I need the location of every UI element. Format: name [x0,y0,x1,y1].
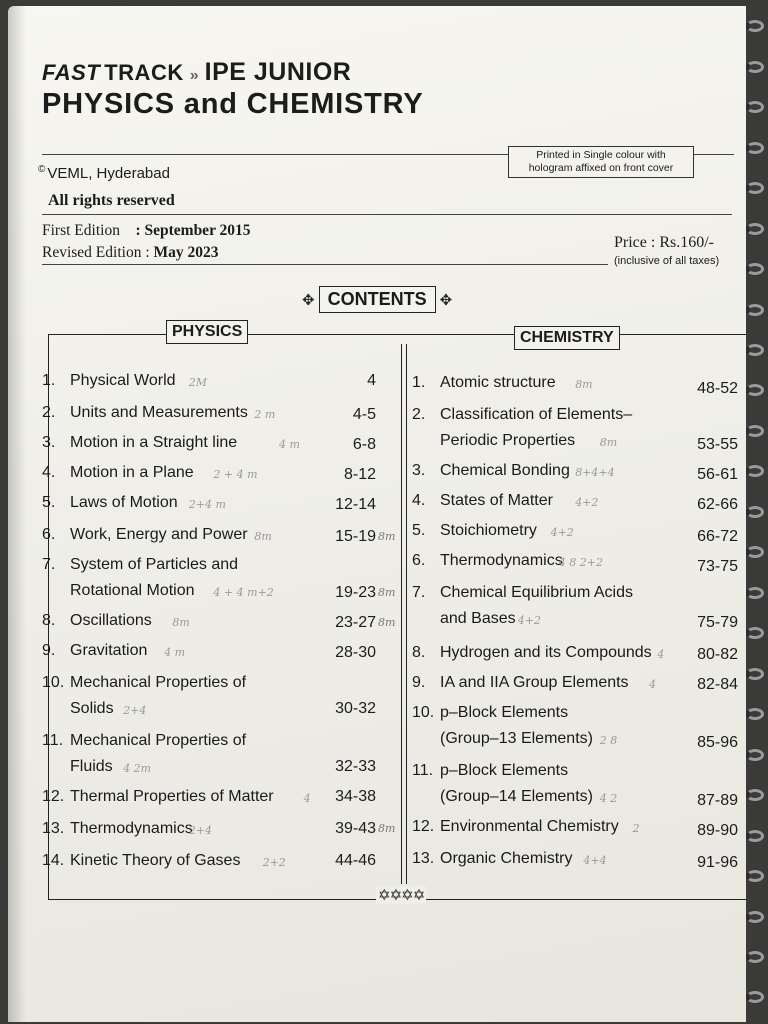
chemistry-item-pages: 82-84 [697,676,738,693]
chemistry-item-number: 12. [412,818,435,835]
physics-item-handwritten-note: 2M [188,376,208,389]
physics-item-number: 1. [42,372,56,389]
physics-item-pages: 15-19 [335,528,376,545]
chemistry-item-title-cont: and Bases [440,610,516,627]
physics-item-pages: 39-43 [335,820,376,837]
chemistry-item-pages: 62-66 [697,496,738,513]
rights-reserved: All rights reserved [48,192,175,209]
physics-item-title-cont: Rotational Motion [70,582,195,599]
chemistry-item-handwritten-note: 2 8 [599,734,618,747]
chemistry-item-number: 8. [412,644,426,661]
chemistry-item-title-cont: (Group–13 Elements) [440,730,593,747]
chemistry-item-handwritten-note: 4 [657,648,665,661]
chemistry-item-title-cont: (Group–14 Elements) [440,788,593,805]
chemistry-item-title: Chemical Bonding [440,462,570,479]
chemistry-item-title: IA and IIA Group Elements [440,674,629,691]
book-page [8,6,746,1022]
physics-item-handwritten-note: 8m [172,616,190,629]
physics-item-pages: 19-23 [335,584,376,601]
divider [42,264,608,265]
physics-item-pages: 8-12 [343,466,376,483]
physics-item-handwritten-note: 2+4 m [188,498,226,511]
chemistry-item-pages: 87-89 [697,792,738,809]
physics-item-title: Mechanical Properties of [70,732,247,749]
chemistry-item-title: p–Block Elements [440,704,569,721]
chemistry-item-title: Stoichiometry [440,522,537,539]
chemistry-item-handwritten-note: 4+2 [575,496,599,509]
chemistry-item-handwritten-note: 4 8 2+2 [558,556,604,569]
physics-item-handwritten-note: 2+4 [188,824,213,837]
chemistry-item-title-cont: Periodic Properties [440,432,576,449]
chemistry-item-handwritten-note: 2 [632,822,640,835]
chemistry-item-pages: 85-96 [697,734,738,751]
ring-icon [746,223,764,235]
ring-icon [746,587,764,599]
brand-track: TRACK [104,60,184,85]
ring-icon [746,546,764,558]
revised-edition-label: Revised Edition : [42,244,150,261]
physics-item-pages: 34-38 [335,788,376,805]
chemistry-item-title: Environmental Chemistry [440,818,619,835]
chemistry-item-number: 6. [412,552,426,569]
physics-item-number: 7. [42,556,56,573]
chemistry-item-handwritten-note: 8+4+4 [575,466,615,479]
chemistry-item-title: Classification of Elements– [440,406,633,423]
end-ornament-icon: ✡✡✡✡ [378,887,425,904]
physics-item-title: Oscillations [70,612,152,629]
copyright-icon: © [38,164,46,175]
brand-ipe-junior: IPE JUNIOR [204,58,352,86]
spiral-binding [740,0,768,1024]
ring-icon [746,789,764,801]
chemistry-item-number: 1. [412,374,426,391]
physics-item-handwritten-note: 8m [254,530,272,543]
chemistry-item-handwritten-note: 4+2 [550,526,574,539]
first-edition-value: : September 2015 [135,222,251,239]
book-header [42,58,702,121]
ring-icon [746,506,764,518]
chemistry-item-pages: 66-72 [697,528,738,545]
ring-icon [746,384,764,396]
ring-icon [746,911,764,923]
chemistry-item-title: Organic Chemistry [440,850,573,867]
divider [694,154,734,155]
physics-item-number: 13. [42,820,65,837]
ring-icon [746,830,764,842]
physics-item-title: Work, Energy and Power [70,526,248,543]
publisher-name: VEML, Hyderabad [47,165,170,182]
ring-icon [746,263,764,275]
ring-icon [746,344,764,356]
chemistry-item-handwritten-note: 8m [599,436,618,449]
chemistry-item-handwritten-note: 4 [649,678,656,691]
chemistry-item-number: 9. [412,674,426,691]
ornament-left-icon: ✥ [302,291,315,309]
chemistry-item-pages: 73-75 [697,558,738,575]
divider [42,154,508,155]
ring-icon [746,870,764,882]
ring-icon [746,20,764,32]
chemistry-item-pages: 89-90 [697,822,738,839]
ring-icon [746,749,764,761]
physics-item-title: Laws of Motion [70,494,178,511]
ring-icon [746,304,764,316]
chemistry-item-title: Chemical Equilibrium Acids [440,584,633,601]
physics-item-handwritten-note: 2+4 [123,704,147,717]
physics-item-title: Units and Measurements [70,404,248,421]
physics-item-pages: 44-46 [335,852,376,869]
physics-item-pages: 30-32 [335,700,376,717]
physics-item-title: Physical World [70,372,176,389]
chemistry-item-handwritten-note: 4+2 [517,614,542,627]
physics-item-pages: 12-14 [335,496,376,513]
brand-line [42,58,702,87]
physics-item-title: Gravitation [70,642,148,659]
column-divider [401,344,407,884]
ring-icon [746,101,764,113]
chemistry-item-number: 2. [412,406,426,423]
chemistry-item-handwritten-note: 4+4 [583,854,607,867]
contents-heading [302,286,452,313]
ring-icon [746,465,764,477]
brand-fast: FAST [42,60,101,85]
publisher-line [38,164,170,182]
physics-item-number: 14. [42,852,65,869]
contents-title: CONTENTS [319,286,436,313]
chemistry-item-title: Hydrogen and its Compounds [440,644,652,661]
physics-item-pages: 4-5 [352,406,376,423]
chemistry-item-number: 7. [412,584,426,601]
first-edition-label: First Edition [42,222,120,239]
physics-item-pages: 32-33 [335,758,376,775]
printed-note-line-1: Printed in Single colour with [536,149,666,161]
chemistry-item-handwritten-note: 4 2 [599,792,618,805]
physics-item-handwritten-note: 2 + 4 m [213,468,258,481]
physics-item-title-cont: Solids [70,700,114,717]
physics-item-title: Thermodynamics [70,820,193,837]
brand-arrow-icon: » [189,67,199,84]
editions [42,220,251,264]
ring-icon [746,425,764,437]
ring-icon [746,182,764,194]
physics-item-handwritten-note: 4 [303,792,311,805]
physics-heading: PHYSICS [166,320,248,344]
physics-item-number: 11. [42,732,64,749]
chemistry-item-pages: 80-82 [697,646,738,663]
physics-item-pages: 23-27 [335,614,376,631]
physics-item-handwritten-note: 2 m [254,408,276,421]
revised-edition [42,242,251,264]
physics-item-handwritten-mark: 8m [378,616,396,629]
price-note: (inclusive of all taxes) [614,255,720,267]
ring-icon [746,627,764,639]
physics-item-number: 8. [42,612,56,629]
physics-item-title: Mechanical Properties of [70,674,247,691]
printed-note-line-2: hologram affixed on front cover [528,162,674,175]
physics-item-title: Motion in a Straight line [70,434,238,451]
physics-item-title-cont: Fluids [70,758,113,775]
physics-item-handwritten-mark: 8m [378,586,396,599]
physics-item-number: 9. [42,642,56,659]
price: Price : Rs.160/- [614,234,714,251]
ornament-right-icon: ✥ [439,291,453,309]
chemistry-item-handwritten-note: 8m [575,378,593,391]
chemistry-item-title: Thermodynamics [440,552,563,569]
physics-item-number: 10. [42,674,65,691]
ring-icon [746,708,764,720]
printed-note [508,146,694,178]
chemistry-item-title: p–Block Elements [440,762,569,779]
chemistry-item-number: 13. [412,850,435,867]
physics-item-handwritten-note: 2+2 [262,856,286,869]
physics-item-number: 5. [42,494,56,511]
ring-icon [746,991,764,1003]
physics-item-number: 3. [42,434,56,451]
physics-item-handwritten-mark: 8m [378,530,396,543]
book-title: PHYSICS and CHEMISTRY [42,88,424,120]
chemistry-item-number: 4. [412,492,426,509]
physics-item-pages: 6-8 [352,436,376,453]
chemistry-item-pages: 75-79 [697,614,738,631]
physics-item-pages: 4 [367,372,376,389]
physics-item-handwritten-note: 4 m [279,438,300,451]
physics-item-title: Thermal Properties of Matter [70,788,274,805]
revised-edition-value: May 2023 [153,244,219,261]
physics-item-title: Motion in a Plane [70,464,194,481]
ring-icon [746,142,764,154]
chemistry-item-pages: 56-61 [697,466,738,483]
physics-item-handwritten-note: 4 m [164,646,186,659]
chemistry-item-number: 10. [412,704,435,721]
physics-item-pages: 28-30 [335,644,376,661]
chemistry-item-title: Atomic structure [440,374,556,391]
ring-icon [746,61,764,73]
physics-item-number: 6. [42,526,56,543]
physics-item-number: 2. [42,404,56,421]
physics-item-title: Kinetic Theory of Gases [70,852,241,869]
first-edition [42,220,251,242]
ring-icon [746,951,764,963]
chemistry-item-pages: 48-52 [697,380,738,397]
ring-icon [746,668,764,680]
chemistry-item-number: 11. [412,762,434,779]
physics-item-title: System of Particles and [70,556,239,573]
chemistry-item-number: 5. [412,522,426,539]
chemistry-item-pages: 53-55 [697,436,738,453]
chemistry-item-title: States of Matter [440,492,553,509]
physics-item-handwritten-note: 4 2m [123,762,152,775]
chemistry-item-pages: 91-96 [697,854,738,871]
physics-item-number: 12. [42,788,65,805]
divider [42,214,732,215]
chemistry-item-number: 3. [412,462,426,479]
physics-item-number: 4. [42,464,56,481]
chemistry-heading: CHEMISTRY [514,326,620,350]
physics-item-handwritten-mark: 8m [378,822,396,835]
physics-item-handwritten-note: 4 + 4 m+2 [213,586,274,599]
